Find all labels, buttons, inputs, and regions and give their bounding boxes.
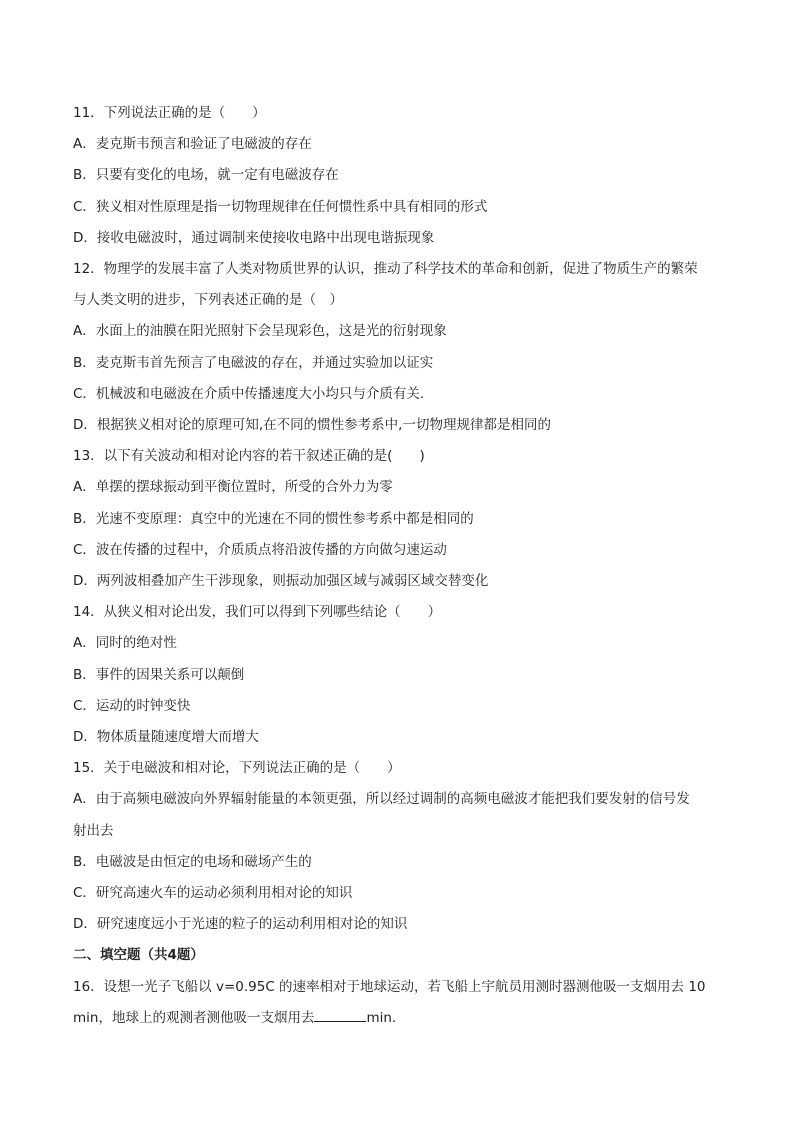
- option-b: B．麦克斯韦首先预言了电磁波的存在，并通过实验加以证实: [73, 354, 434, 371]
- option-a-line-2: 射出去: [73, 822, 114, 839]
- question-11: [73, 98, 723, 254]
- question-stem: 15．关于电磁波和相对论，下列说法正确的是（ ）: [73, 760, 401, 777]
- question-stem-line-2: 与人类文明的进步，下列表述正确的是（ ）: [73, 292, 343, 309]
- option-d: D．接收电磁波时，通过调制来使接收电路中出现电谐振现象: [73, 229, 435, 246]
- question-stem: 11．下列说法正确的是（ ）: [73, 105, 266, 121]
- exam-page: [73, 98, 723, 1034]
- option-a: A．水面上的油膜在阳光照射下会呈现彩色，这是光的衍射现象: [73, 323, 447, 340]
- question-stem-line-1: 12．物理学的发展丰富了人类对物质世界的认识，推动了科学技术的革命和创新，促进了物质生产的繁荣: [73, 261, 698, 278]
- question-stem-line-1: 16．设想一光子飞船以 v=0.95C 的速率相对于地球运动，若飞船上宇航员用测时器测他吸一支烟用去 10: [73, 978, 706, 995]
- option-c: C．波在传播的过程中，介质质点将沿波传播的方向做匀速运动: [73, 541, 447, 558]
- option-c: C．运动的时钟变快: [73, 697, 191, 714]
- option-d: D．根据狭义相对论的原理可知,在不同的惯性参考系中,一切物理规律都是相同的: [73, 417, 551, 434]
- stem-text-before-blank: min，地球上的观测者测他吸一支烟用去: [73, 1009, 315, 1026]
- option-d: D．物体质量随速度增大而增大: [73, 729, 259, 746]
- question-13: [73, 441, 723, 597]
- option-c: C．研究高速火车的运动必须利用相对论的知识: [73, 885, 353, 902]
- question-stem: 13．以下有关波动和相对论内容的若干叙述正确的是( ): [73, 448, 425, 465]
- option-b: B．光速不变原理：真空中的光速在不同的惯性参考系中都是相同的: [73, 510, 474, 527]
- question-16: [73, 972, 723, 1034]
- stem-text-after-blank: min.: [366, 1009, 397, 1026]
- option-a: A．同时的绝对性: [73, 635, 177, 652]
- option-c: C．狭义相对性原理是指一切物理规律在任何惯性系中具有相同的形式: [73, 198, 488, 215]
- option-a: A．单摆的摆球振动到平衡位置时，所受的合外力为零: [73, 479, 393, 496]
- option-b: B．电磁波是由恒定的电场和磁场产生的: [73, 853, 312, 870]
- question-15: [73, 753, 723, 940]
- option-c: C．机械波和电磁波在介质中传播速度大小均只与介质有关．: [73, 385, 434, 402]
- answer-blank[interactable]: [314, 1007, 366, 1022]
- option-d: D．两列波相叠加产生干涉现象，则振动加强区域与减弱区域交替变化: [73, 573, 489, 590]
- option-b: B．事件的因果关系可以颠倒: [73, 666, 245, 683]
- question-stem-line-2: [73, 1003, 723, 1034]
- option-d: D．研究速度远小于光速的粒子的运动利用相对论的知识: [73, 916, 408, 933]
- question-14: [73, 597, 723, 753]
- option-b: B．只要有变化的电场，就一定有电磁波存在: [73, 167, 339, 184]
- question-12: [73, 254, 723, 441]
- section-heading: 二、填空题（共4题）: [73, 947, 204, 964]
- option-a-line-1: A．由于高频电磁波向外界辐射能量的本领更强，所以经过调制的高频电磁波才能把我们要发射的信号发: [73, 791, 690, 808]
- option-a: A．麦克斯韦预言和验证了电磁波的存在: [73, 136, 312, 153]
- question-stem: 14．从狭义相对论出发，我们可以得到下列哪些结论（ ）: [73, 604, 442, 621]
